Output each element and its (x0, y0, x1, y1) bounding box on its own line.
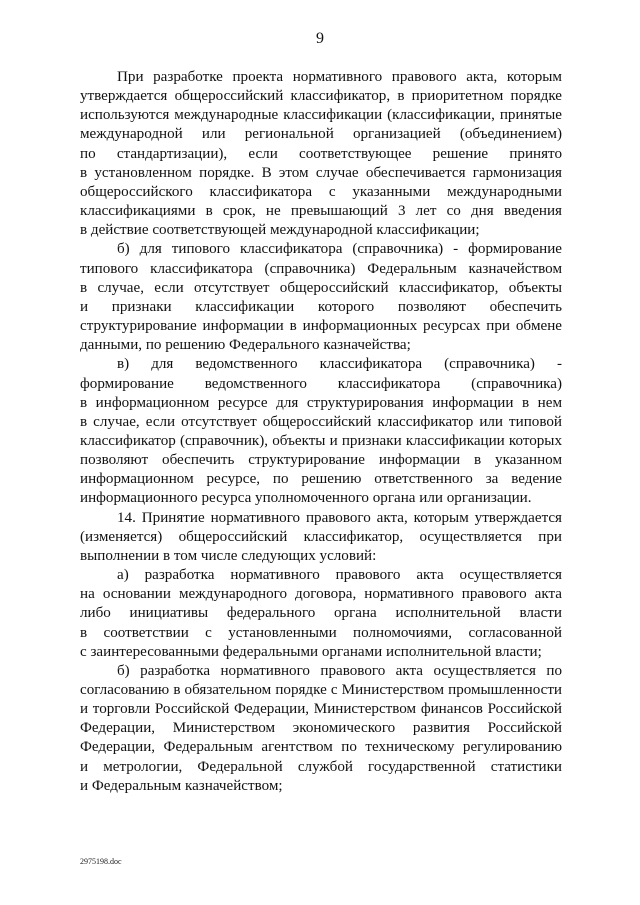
text-line: выполнении в том числе следующих условий: (80, 547, 377, 564)
text-line: и торговли Российской Федерации, Министерством финансов Российской (80, 701, 562, 718)
text-line: структурирование информации в информационных ресурсах при обмене (80, 318, 562, 335)
text-line: 14. Принятие нормативного правового акта, которым утверждается (117, 509, 562, 526)
text-line: б) разработка нормативного правового акта осуществляется по (117, 662, 562, 679)
text-line: классификациями в срок, не превышающий 3 лет со дня введения (80, 203, 562, 220)
text-line: используются международные классификации (классификации, принятые (80, 107, 562, 124)
text-line: в случае, если отсутствует общероссийский классификатор, объекты (80, 279, 562, 296)
text-line: Федерации, Федеральным агентством по техническому регулированию (80, 739, 562, 756)
text-line: с заинтересованными федеральными органами исполнительной власти; (80, 643, 542, 660)
text-line: информационного ресурса уполномоченного органа или организации. (80, 490, 532, 507)
text-line: в соответствии с установленными полномочиями, согласованной (80, 624, 562, 641)
text-line: и Федеральным казначейством; (80, 777, 283, 794)
text-line: международной или региональной организацией (объединением) (80, 126, 562, 143)
text-line: и метрологии, Федеральной службой государственной статистики (80, 758, 562, 775)
text-line: в установленном порядке. В этом случае обеспечивается гармонизация (80, 164, 562, 181)
text-line: либо инициативы федерального органа исполнительной власти (80, 605, 562, 622)
text-line: При разработке проекта нормативного правового акта, которым (117, 69, 562, 85)
text-line: (изменяется) общероссийский классификатор, осуществляется при (80, 528, 562, 545)
text-line: информационном ресурсе, по решению ответственного за ведение (80, 471, 562, 488)
text-line: в) для ведомственного классификатора (справочника) - (117, 356, 562, 373)
text-line: формирование ведомственного классификатора (справочника) (80, 375, 562, 392)
text-line: по стандартизации), если соответствующее решение принято (80, 145, 562, 162)
text-line: в действие соответствующей международной классификации; (80, 222, 480, 239)
text-line: данными, по решению Федерального казначейства; (80, 337, 411, 354)
text-line: согласованию в обязательном порядке с Министерством промышленности (80, 682, 562, 698)
text-line: классификатор (справочник), объекты и признаки классификации которых (80, 432, 562, 449)
text-line: б) для типового классификатора (справочника) - формирование (117, 241, 562, 258)
text-line: Федерации, Министерством экономического развития Российской (80, 720, 562, 737)
text-line: в информационном ресурсе для структурирования информации в нем (80, 394, 562, 411)
text-line: в случае, если отсутствует общероссийский классификатор или типовой (80, 413, 562, 430)
text-line: на основании международного договора, нормативного правового акта (80, 586, 562, 603)
document-body (80, 68, 562, 796)
text-line: и признаки классификации которого позволяют обеспечить (80, 298, 562, 315)
text-line: а) разработка нормативного правового акта осуществляется (117, 567, 562, 584)
text-line: типового классификатора (справочника) Федеральным казначейством (80, 260, 562, 277)
page-number: 9 (316, 30, 324, 47)
text-line: утверждается общероссийский классификатор, в приоритетном порядке (80, 88, 562, 105)
text-line: позволяют обеспечить структурирование информации в указанном (80, 452, 562, 469)
text-line: общероссийского классификатора с указанными международными (80, 183, 562, 200)
footer-file-code: 2975198.doc (80, 857, 122, 866)
